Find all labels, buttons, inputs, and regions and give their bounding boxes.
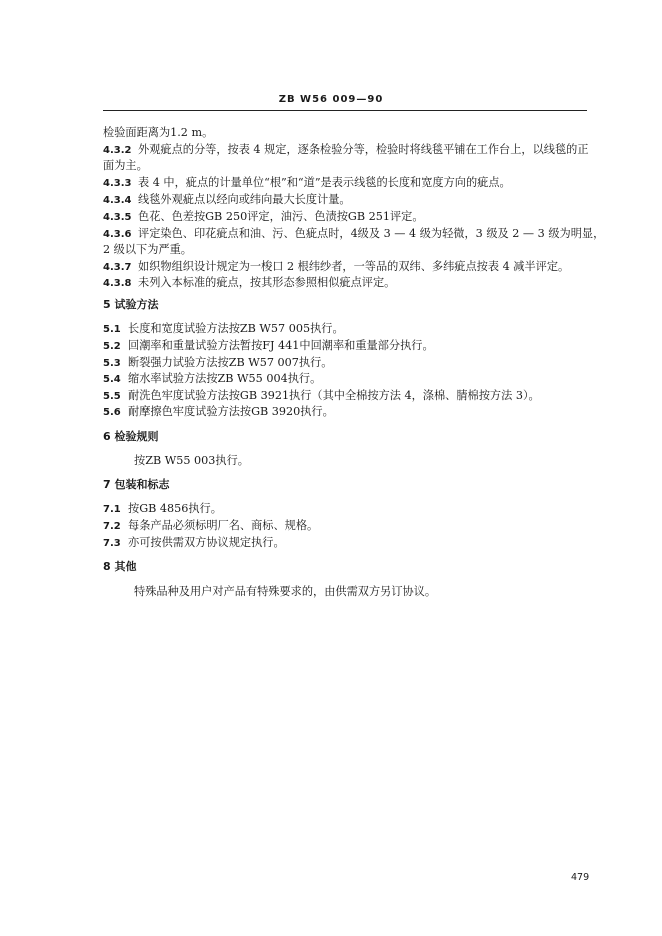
clause-number: 5.2 bbox=[103, 341, 121, 352]
clause-text: 缩水率试验方法按ZB W55 004执行。 bbox=[128, 372, 322, 385]
text-line: 检验面距离为1.2 m。 bbox=[103, 126, 214, 139]
clause-5-5 bbox=[103, 389, 540, 403]
clause-4-3-8 bbox=[103, 276, 395, 290]
clause-5-3 bbox=[103, 356, 332, 370]
clause-number: 4.3.4 bbox=[103, 195, 132, 206]
clause-text: 耐洗色牢度试验方法按GB 3921执行（其中全棉按方法 4，涤棉、腈棉按方法 3）。 bbox=[128, 389, 540, 402]
clause-number: 5.6 bbox=[103, 407, 121, 418]
clause-4-3-7 bbox=[103, 260, 569, 274]
clause-number: 4.3.7 bbox=[103, 262, 132, 273]
clause-number: 4.3.8 bbox=[103, 278, 132, 289]
clause-number: 7.1 bbox=[103, 504, 121, 515]
clause-number: 4.3.6 bbox=[103, 229, 132, 240]
clause-4-3-4 bbox=[103, 193, 351, 207]
page-number: 479 bbox=[571, 872, 590, 883]
clause-4-3-6 bbox=[103, 227, 604, 241]
clause-text: 回潮率和重量试验方法暂按FJ 441中回潮率和重量部分执行。 bbox=[128, 339, 434, 352]
clause-number: 5.3 bbox=[103, 358, 121, 369]
clause-text: 线毯外观疵点以经向或纬向最大长度计量。 bbox=[138, 193, 351, 206]
text-line: 2 级以下为严重。 bbox=[103, 243, 192, 256]
clause-text: 色花、色差按GB 250评定，油污、色渍按GB 251评定。 bbox=[138, 210, 424, 223]
clause-4-3-3 bbox=[103, 176, 511, 190]
clause-number: 5.4 bbox=[103, 374, 121, 385]
clause-text: 评定染色、印花疵点和油、污、色疵点时，4级及 3 — 4 级为轻微，3 级及 2 — 3 级为明显， bbox=[138, 227, 605, 240]
clause-7-3 bbox=[103, 536, 285, 550]
clause-number: 5.5 bbox=[103, 391, 121, 402]
clause-4-3-2 bbox=[103, 143, 589, 157]
clause-number: 4.3.5 bbox=[103, 212, 132, 223]
clause-5-1 bbox=[103, 322, 344, 336]
header-rule bbox=[103, 110, 587, 111]
clause-number: 5.1 bbox=[103, 324, 121, 335]
clause-text: 亦可按供需双方协议规定执行。 bbox=[128, 536, 285, 549]
section-8-paragraph: 特殊品种及用户对产品有特殊要求的，由供需双方另订协议。 bbox=[134, 585, 437, 598]
section-8-heading: 8 其他 bbox=[103, 560, 137, 573]
clause-number: 4.3.3 bbox=[103, 178, 132, 189]
clause-7-2 bbox=[103, 519, 318, 533]
standard-header: ZB W56 009—90 bbox=[278, 94, 384, 105]
clause-7-1 bbox=[103, 502, 222, 516]
clause-text: 表 4 中，疵点的计量单位“根”和“道”是表示线毯的长度和宽度方向的疵点。 bbox=[138, 176, 511, 189]
clause-text: 耐摩擦色牢度试验方法按GB 3920执行。 bbox=[128, 405, 334, 418]
section-6-paragraph: 按ZB W55 003执行。 bbox=[134, 454, 249, 467]
clause-number: 7.3 bbox=[103, 538, 121, 549]
clause-text: 断裂强力试验方法按ZB W57 007执行。 bbox=[128, 356, 333, 369]
clause-text: 长度和宽度试验方法按ZB W57 005执行。 bbox=[128, 322, 344, 335]
clause-number: 4.3.2 bbox=[103, 145, 132, 156]
section-7-heading: 7 包装和标志 bbox=[103, 478, 170, 491]
clause-5-6 bbox=[103, 405, 334, 419]
clause-text: 外观疵点的分等，按表 4 规定，逐条检验分等，检验时将线毯平铺在工作台上，以线毯的正 bbox=[138, 143, 589, 156]
clause-text: 未列入本标准的疵点，按其形态参照相似疵点评定。 bbox=[138, 276, 396, 289]
clause-text: 如织物组织设计规定为一梭口 2 根纬纱者，一等品的双纬、多纬疵点按表 4 减半评定。 bbox=[138, 260, 570, 273]
clause-5-4 bbox=[103, 372, 321, 386]
clause-number: 7.2 bbox=[103, 521, 121, 532]
clause-5-2 bbox=[103, 339, 434, 353]
clause-text: 按GB 4856执行。 bbox=[128, 502, 222, 515]
section-6-heading: 6 检验规则 bbox=[103, 430, 159, 443]
clause-text: 每条产品必须标明厂名、商标、规格。 bbox=[128, 519, 319, 532]
text-line: 面为主。 bbox=[103, 159, 148, 172]
section-5-heading: 5 试验方法 bbox=[103, 298, 159, 311]
clause-4-3-5 bbox=[103, 210, 424, 224]
